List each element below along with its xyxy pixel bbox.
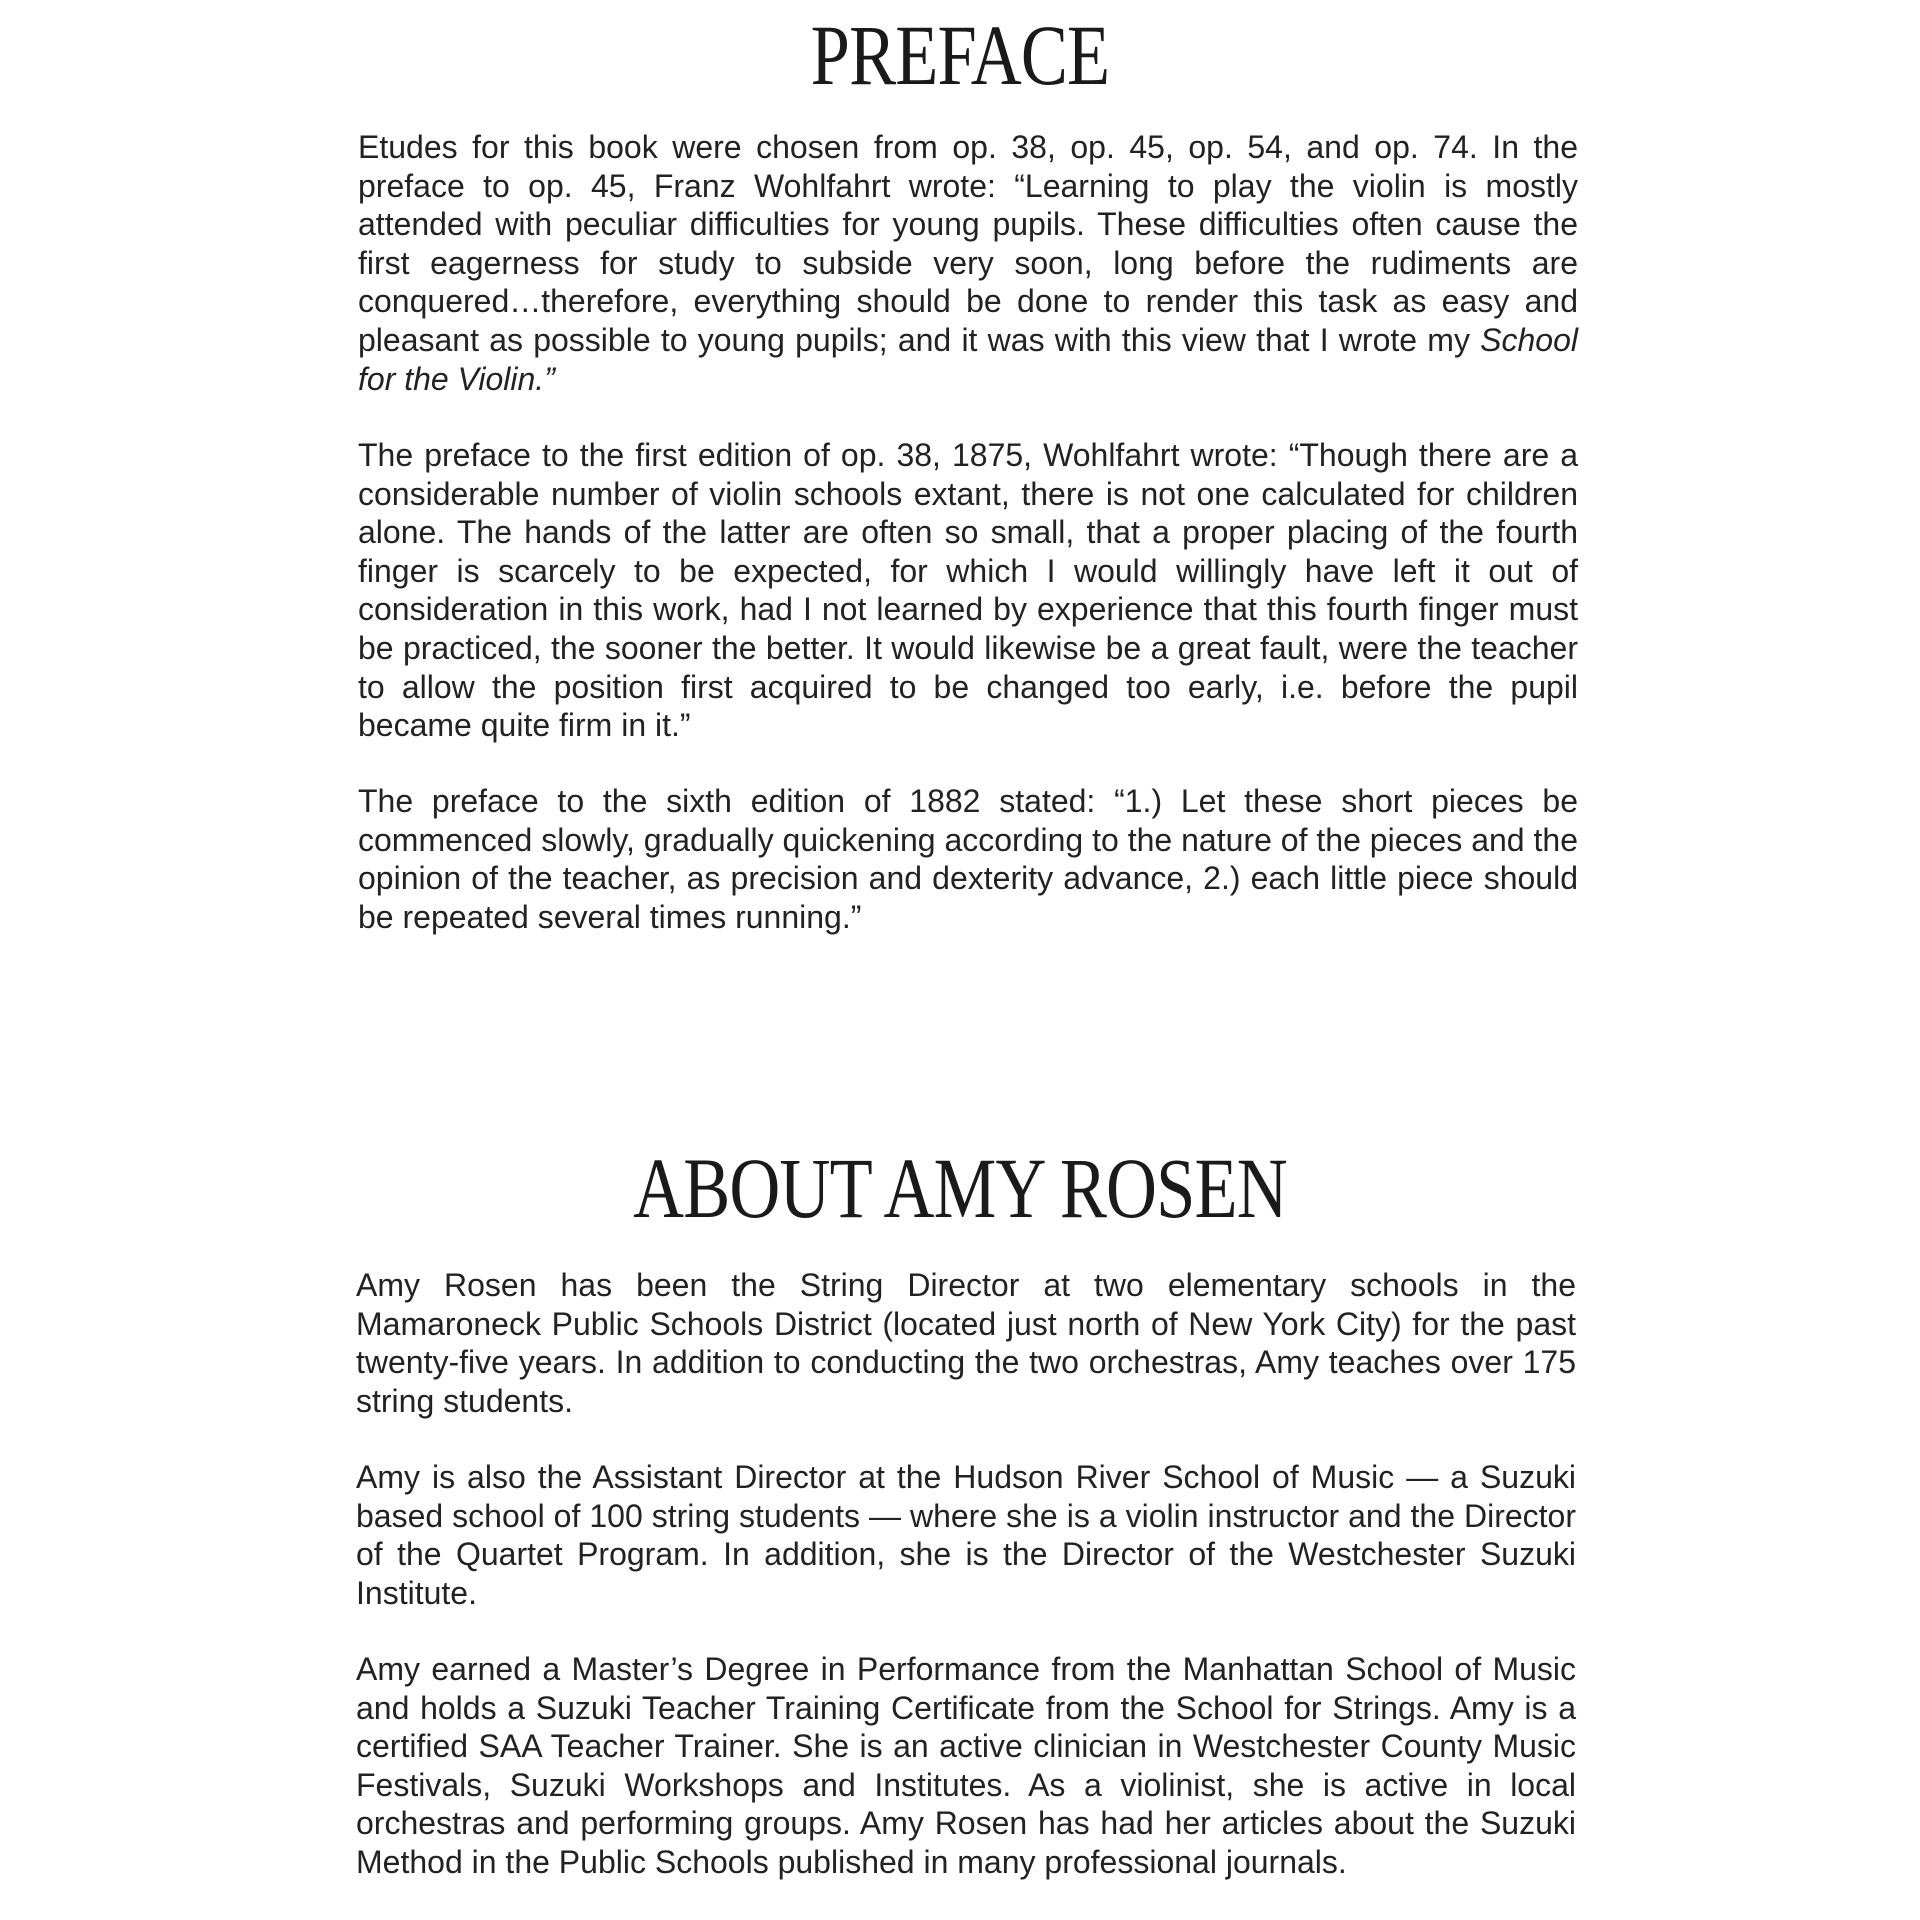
about-paragraph-3: Amy earned a Master’s Degree in Performance from the Manhattan School of Music and holds a Suzuki Teacher Training Certificate from the School for Strings. Amy is a certified SAA Teacher Trainer. She is an active clinician in Westchester County Music Festivals, Suzuki Workshops and Institutes. As a violinist, she is active in local orchestras and performing groups. Amy Rosen has had her articles about the Suzuki Method in the Public Schools published in many professional journals. xyxy=(356,1651,1576,1880)
about-heading: ABOUT AMY ROSEN xyxy=(633,1140,1287,1236)
preface-paragraph-1-text: Etudes for this book were chosen from op. 38, op. 45, op. 54, and op. 74. In the preface to op. 45, Franz Wohlfahrt wrote: “Learning to play the violin is mostly attended with peculiar difficulties for young pupils. These difficulties often cause the first eagerness for study to subside very soon, long before the rudiments are conquered…therefore, everything should be done to render this task as easy and pleasant as possible to young pupils; and it was with this view that I wrote my xyxy=(358,129,1578,358)
preface-heading: PREFACE xyxy=(810,7,1110,103)
preface-paragraph-1 xyxy=(358,128,1578,398)
preface-paragraph-3: The preface to the sixth edition of 1882 stated: “1.) Let these short pieces be commenced slowly, gradually quickening according to the nature of the pieces and the opinion of the teacher, as precision and dexterity advance, 2.) each little piece should be repeated several times running.” xyxy=(358,783,1578,935)
book-title-italic: School for the Violin.” xyxy=(358,321,1578,397)
preface-paragraph-2: The preface to the first edition of op. 38, 1875, Wohlfahrt wrote: “Though there are a considerable number of violin schools extant, there is not one calculated for children alone. The hands of the latter are often so small, that a proper placing of the fourth finger is scarcely to be expected, for which I would willingly have left it out of consideration in this work, had I not learned by experience that this fourth finger must be practiced, the sooner the better. It would likewise be a great fault, were the teacher to allow the position first acquired to be changed too early, i.e. before the pupil became quite firm in it.” xyxy=(358,437,1578,744)
about-paragraph-1: Amy Rosen has been the String Director at two elementary schools in the Mamaroneck Public Schools District (located just north of New York City) for the past twenty-five years. In addition to conducting the two orchestras, Amy teaches over 175 string students. xyxy=(356,1267,1576,1419)
about-paragraph-2: Amy is also the Assistant Director at the Hudson River School of Music — a Suzuki based school of 100 string students — where she is a violin instructor and the Director of the Quartet Program. In addition, she is the Director of the Westchester Suzuki Institute. xyxy=(356,1459,1576,1611)
